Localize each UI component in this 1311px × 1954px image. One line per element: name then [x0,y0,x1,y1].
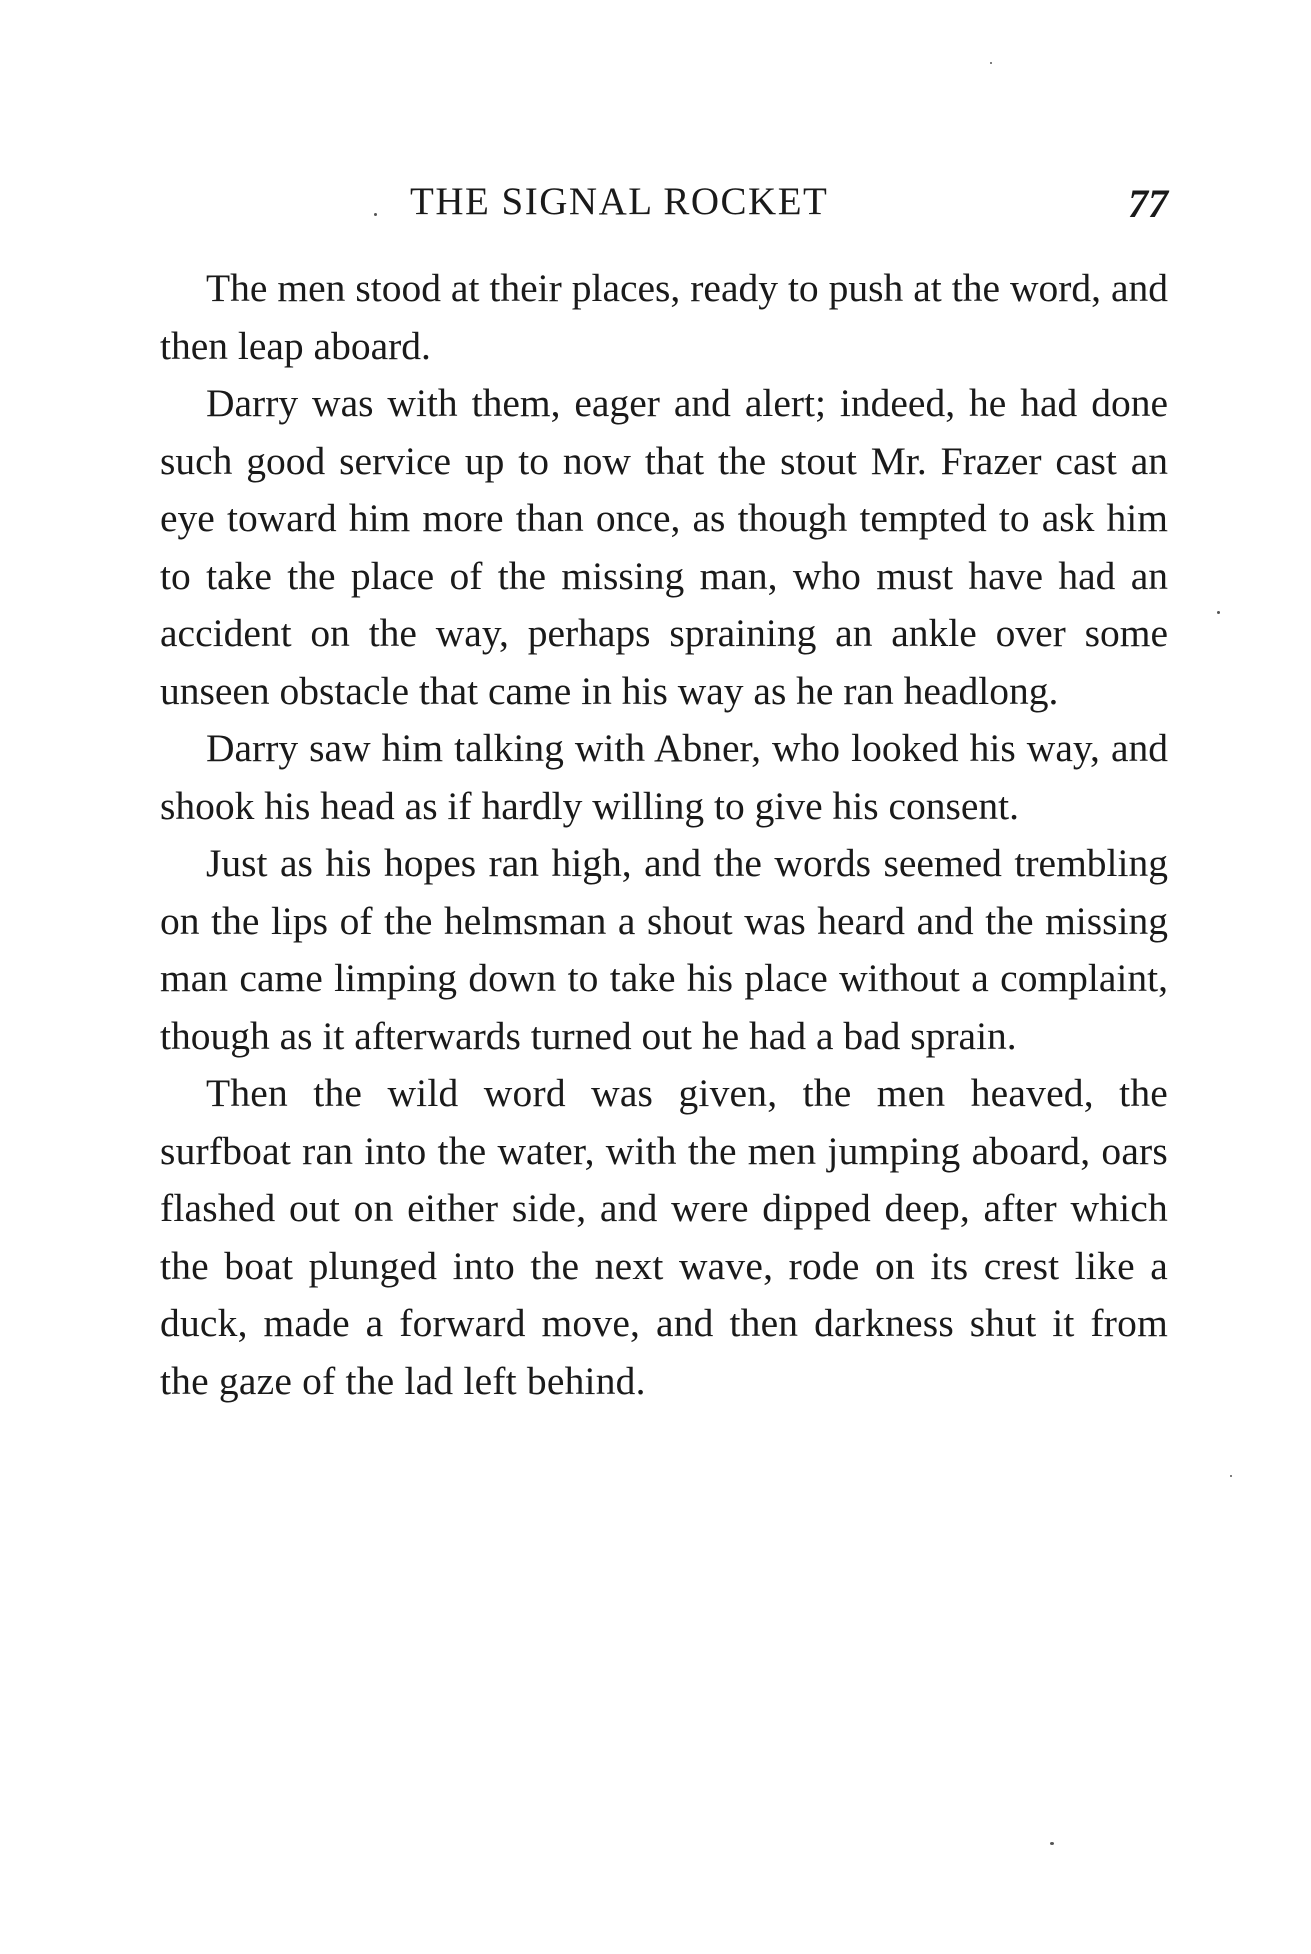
page-number: 77 [1128,181,1168,226]
running-head [160,178,1168,238]
paragraph: Darry was with them, eager and alert; indeed, he had done such good service up to now that the stout Mr. Frazer cast an eye toward him more than once, as though tempted to ask him to take the place of the missing man, who must have had an accident on the way, perhaps spraining an ankle over some unseen obstacle that came in his way as he ran headlong. [160,381,1168,713]
paragraph: The men stood at their places, ready to push at the word, and then leap aboard. [160,266,1168,368]
print-speck [374,213,377,216]
print-speck [1050,1842,1054,1845]
paragraph: Just as his hopes ran high, and the words seemed trembling on the lips of the helmsman a shout was heard and the missing man came limping down to take his place without a complaint, though as it afterwards turned out he had a bad sprain. [160,841,1168,1058]
body-text [160,260,1168,1410]
running-title: THE SIGNAL ROCKET [410,180,829,223]
paragraph: Then the wild word was given, the men heaved, the surfboat ran into the water, with the men jumping aboard, oars flashed out on either side, and were dipped deep, after which the boat plunged into the next wave, rode on its crest like a duck, made a forward move, and then darkness shut it from the gaze of the lad left behind. [160,1071,1168,1403]
print-speck [990,62,992,64]
paragraph: Darry saw him talking with Abner, who looked his way, and shook his head as if hardly willing to give his consent. [160,726,1168,828]
print-speck [1217,611,1220,614]
print-speck [1230,1475,1232,1477]
